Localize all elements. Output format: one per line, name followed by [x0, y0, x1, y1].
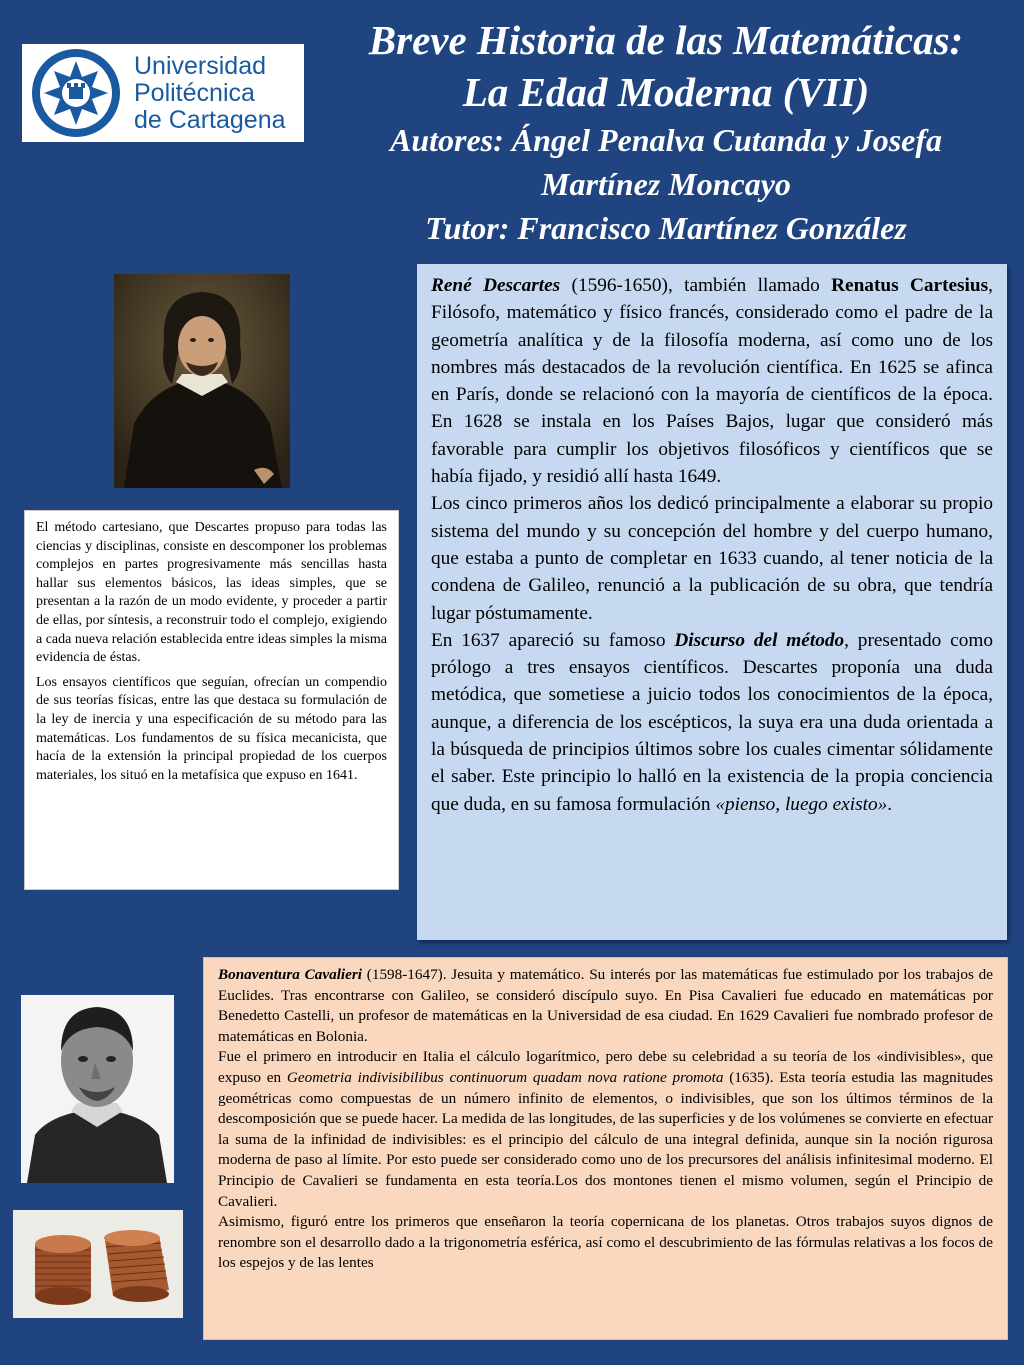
- cavalieri-name: Bonaventura Cavalieri: [218, 966, 363, 983]
- title-line-2: La Edad Moderna (VII): [462, 69, 870, 115]
- authors-line-2: Martínez Moncayo: [541, 166, 791, 202]
- method-paragraph-1: El método cartesiano, que Descartes propuso para todas las ciencias y disciplinas, consiste en descomponer los problemas complejos en partes progresivamente más sencillas hasta hallar sus elementos básicos, las ideas simples, que se presentan a la razón de un modo evidente, y proceder a partir de ellas, por síntesis, a reconstruir todo el complejo, exigiendo a cada nueva relación establecida entre ideas simples la misma evidencia de éstas.: [36, 520, 388, 666]
- coin-stack-skewed: [104, 1230, 169, 1302]
- logo-line-2: Politécnica: [134, 78, 255, 107]
- geometria-title: Geometria indivisibilibus continuorum quadam nova ratione promota: [286, 1068, 724, 1086]
- cavalieri-portrait: [21, 995, 174, 1183]
- descartes-p3-start: En 1637 apareció su famoso: [431, 629, 675, 651]
- logo-text: [134, 53, 286, 134]
- descartes-portrait: [114, 274, 290, 488]
- cavalieri-paragraph-2: [218, 1047, 993, 1212]
- descartes-alias: Renatus Cartesius: [831, 275, 989, 296]
- descartes-method-box: [24, 510, 399, 890]
- cavalieri-text-1: (1598-1647). Jesuita y matemático. Su interés por las matemáticas fue estimulado por los trabajos de Euclides. Tras encontrarse con Galileo, se consideró discípulo suyo. En Pisa Cavalieri fue educado en matemáticas por Benedetto Castelli, un profesor de matemáticas en la Universidad de esa ciudad. En 1629 Cavalieri fue nombrado profesor de matemáticas en Bolonia.: [218, 966, 993, 1045]
- descartes-text-2: , Filósofo, matemático y físico francés, considerado como el padre de la geometría analítica y de la filosofía moderna, así como uno de los nombres más destacados de la revolución científica. En 1625 se afinca en París, donde se relacionó con la mayoría de científicos de la época. En 1628 se instala en los Países Bajos, lugar que consideró más favorable para cumplir los objetivos filosóficos y científicos que se había fijado, y residió allí hasta 1649.: [431, 275, 993, 488]
- cavalieri-p2-start: Fue el primero en introducir en Italia el cálculo logarítmico, pero debe su celebridad a su teoría de los «indivisibles», que expuso en: [218, 1048, 993, 1086]
- tutor-line: Tutor: Francisco Martínez González: [425, 210, 907, 246]
- university-seal-icon: [26, 47, 126, 139]
- coin-stacks-photo: [13, 1210, 183, 1318]
- title-line-1: Breve Historia de las Matemáticas:: [368, 17, 964, 63]
- method-paragraph-2: Los ensayos científicos que seguían, ofrecían un compendio de sus teorías físicas, entre las que destaca su formulación de la ley de inercia y una especificación de su método para las matemáticas. Los fundamentos de su física mecanicista, que hacía de la extensión la principal propiedad de los cuerpos materiales, los situó en la metafísica que expuso en 1641.: [36, 674, 387, 783]
- cavalieri-paragraph-3: Asimismo, figuró entre los primeros que enseñaron la teoría copernicana de los planetas. Otros trabajos suyos dignos de renombre son el desarrollo dado a la trigonometría esférica, así como el descubrimiento de las fórmulas relativas a los focos de los espejos y de las lentes: [218, 1213, 993, 1272]
- descartes-paragraph-2: Los cinco primeros años los dedicó principalmente a elaborar su propio sistema del mundo y su concepción del hombre y del cuerpo humano, que estaba a punto de completar en 1633 cuando, al tener noticia de la condena de Galileo, renunció a la publicación de su obra, que tendría lugar póstumamente.: [431, 493, 993, 624]
- descartes-paragraph-3: [431, 627, 993, 818]
- logo-line-3: de Cartagena: [134, 105, 286, 134]
- cavalieri-bio-box: [203, 957, 1008, 1340]
- descartes-paragraph-1: [431, 272, 993, 490]
- logo-line-1: Universidad: [134, 51, 267, 80]
- descartes-bio-box: [417, 264, 1007, 940]
- poster-header: [318, 14, 1014, 250]
- coin-stack-straight: [35, 1235, 91, 1305]
- authors-line-1: Autores: Ángel Penalva Cutanda y Josefa: [389, 122, 942, 158]
- discurso-title: Discurso del método: [674, 629, 845, 651]
- descartes-name: René Descartes: [431, 275, 561, 296]
- descartes-p3-end: .: [887, 793, 893, 815]
- university-logo: [22, 44, 304, 142]
- descartes-text-1: (1596-1650), también llamado: [560, 275, 832, 296]
- cavalieri-p2-body: (1635). Esta teoría estudia las magnitudes geométricas como compuestas de un número infinito de elementos, o indivisibles, que son los últimos términos de la descomposición que se puede hacer. La medida de las longitudes, de las superficies y de los volúmenes se convierte en efectuar la suma de la infinidad de indivisibles: es el principio del cálculo de una integral definida, aunque sin la noción rigurosa moderna de paso al límite. Por esto puede ser considerado como uno de los precursores del análisis infinitesimal moderno. El Principio de Cavalieri se fundamenta en esta teoría.Los dos montones tienen el mismo volumen, según el Principio de Cavalieri.: [218, 1068, 993, 1210]
- descartes-p3-body: , presentado como prólogo a tres ensayos científicos. Descartes proponía una duda metódica, que sometiese a juicio todos los conocimientos de la época, aunque, a diferencia de los escépticos, la suya era una duda orientada a la búsqueda de principios últimos sobre los cuales cimentar sólidamente el saber. Este principio lo halló en la existencia de la propia conciencia que duda, en su famosa formulación: [431, 629, 993, 815]
- cavalieri-paragraph-1: [218, 965, 993, 1047]
- cogito-quote: «pienso, luego existo»: [715, 793, 888, 815]
